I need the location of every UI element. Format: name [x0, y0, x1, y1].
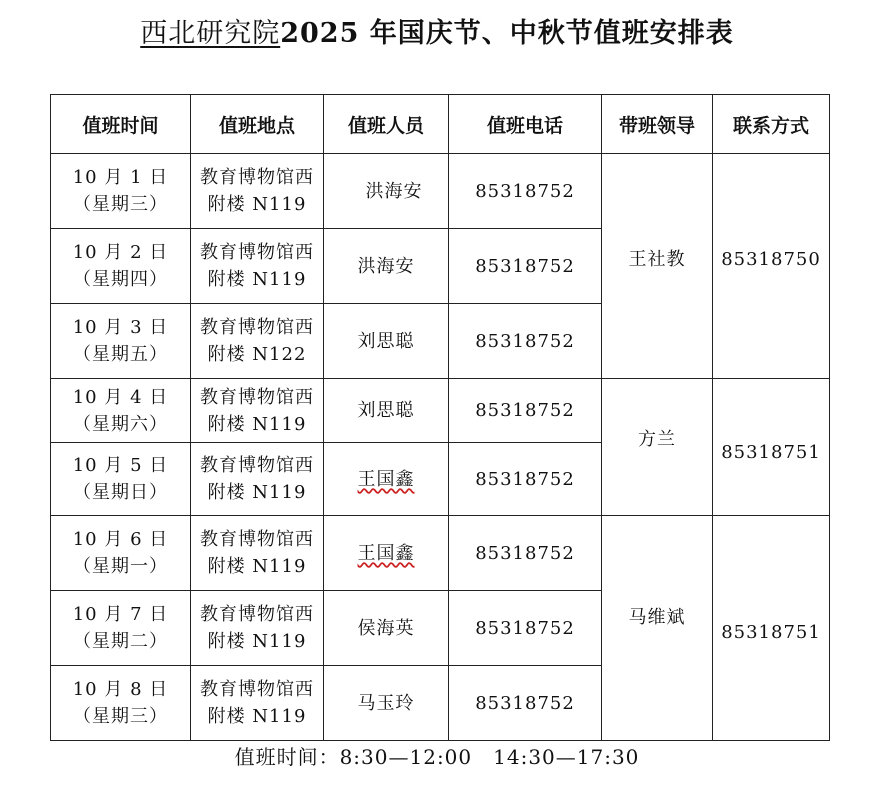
date-cell [51, 154, 191, 229]
weekday-text: （星期三） [73, 706, 168, 727]
weekday-text: （星期五） [73, 344, 168, 365]
duty-schedule-table [50, 94, 830, 741]
weekday-text: （星期三） [73, 194, 168, 215]
staff-cell: 洪海安 [324, 229, 449, 304]
location-line1: 教育博物馆西 [200, 679, 314, 700]
staff-cell [324, 443, 449, 516]
header-duty-staff: 值班人员 [324, 95, 449, 154]
document-title [0, 14, 874, 54]
date-cell [51, 516, 191, 591]
leader-contact: 85318750 [721, 249, 821, 270]
leader-contact: 85318751 [721, 442, 821, 463]
location-line1: 教育博物馆西 [200, 317, 314, 338]
date-text: 10 月 8 日 [72, 679, 169, 700]
location-line2: 附楼 N119 [207, 631, 307, 652]
leader-name: 王社教 [628, 249, 686, 270]
date-text: 10 月 7 日 [72, 604, 169, 625]
date-cell [51, 443, 191, 516]
phone-cell: 85318752 [449, 591, 602, 666]
staff-cell: 刘思聪 [324, 379, 449, 443]
table-row [51, 379, 830, 443]
location-cell [191, 443, 324, 516]
location-line2: 附楼 N119 [207, 194, 307, 215]
duty-hours-note: 值班时间：8:30—12:00 14:30—17:30 [234, 745, 640, 769]
location-cell [191, 666, 324, 741]
leader-cell [602, 154, 713, 379]
phone-cell: 85318752 [449, 666, 602, 741]
location-line1: 教育博物馆西 [200, 386, 314, 408]
location-line1: 教育博物馆西 [200, 604, 314, 625]
header-contact: 联系方式 [713, 95, 830, 154]
leader-name: 马维斌 [628, 607, 686, 628]
date-cell [51, 304, 191, 379]
location-line1: 教育博物馆西 [200, 242, 314, 263]
phone-cell: 85318752 [449, 229, 602, 304]
location-line2: 附楼 N119 [207, 482, 307, 503]
header-row [51, 95, 830, 154]
phone-cell: 85318752 [449, 516, 602, 591]
staff-name: 王国鑫 [357, 468, 415, 490]
date-cell [51, 666, 191, 741]
date-text: 10 月 3 日 [72, 317, 169, 338]
leader-cell [602, 379, 713, 516]
location-line2: 附楼 N119 [207, 413, 307, 435]
leader-cell [602, 516, 713, 741]
date-text: 10 月 2 日 [72, 242, 169, 263]
location-line1: 教育博物馆西 [200, 529, 314, 550]
staff-cell [324, 516, 449, 591]
header-duty-location: 值班地点 [191, 95, 324, 154]
location-cell [191, 516, 324, 591]
date-text: 10 月 4 日 [72, 386, 169, 408]
weekday-text: （星期四） [73, 269, 168, 290]
weekday-text: （星期二） [73, 631, 168, 652]
location-cell [191, 591, 324, 666]
contact-cell [713, 516, 830, 741]
date-cell [51, 229, 191, 304]
date-text: 10 月 6 日 [72, 529, 169, 550]
date-cell [51, 379, 191, 443]
staff-cell: 马玉玲 [324, 666, 449, 741]
header-leader: 带班领导 [602, 95, 713, 154]
header-duty-phone: 值班电话 [449, 95, 602, 154]
contact-cell [713, 154, 830, 379]
location-cell [191, 154, 324, 229]
organization-name: 西北研究院 [140, 18, 281, 49]
leader-name: 方兰 [638, 429, 676, 450]
weekday-text: （星期日） [73, 482, 168, 503]
location-cell [191, 229, 324, 304]
date-text: 10 月 5 日 [72, 455, 169, 476]
location-line2: 附楼 N119 [207, 269, 307, 290]
phone-cell: 85318752 [449, 304, 602, 379]
location-line2: 附楼 N119 [207, 556, 307, 577]
date-cell [51, 591, 191, 666]
staff-cell: 刘思聪 [324, 304, 449, 379]
location-line2: 附楼 N122 [207, 344, 307, 365]
contact-cell [713, 379, 830, 516]
header-duty-time: 值班时间 [51, 95, 191, 154]
table-row [51, 154, 830, 229]
phone-cell: 85318752 [449, 443, 602, 516]
location-cell [191, 304, 324, 379]
weekday-text: （星期六） [73, 413, 168, 435]
table-row [51, 516, 830, 591]
phone-cell: 85318752 [449, 379, 602, 443]
location-line1: 教育博物馆西 [200, 167, 314, 188]
staff-cell: 洪海安 [324, 154, 449, 229]
date-text: 10 月 1 日 [72, 167, 169, 188]
location-line2: 附楼 N119 [207, 706, 307, 727]
weekday-text: （星期一） [73, 556, 168, 577]
leader-contact: 85318751 [721, 622, 821, 643]
location-line1: 教育博物馆西 [200, 455, 314, 476]
schedule-title: 2025 年国庆节、中秋节值班安排表 [280, 18, 734, 49]
phone-cell: 85318752 [449, 154, 602, 229]
staff-cell: 侯海英 [324, 591, 449, 666]
location-cell [191, 379, 324, 443]
staff-name: 王国鑫 [357, 542, 415, 564]
